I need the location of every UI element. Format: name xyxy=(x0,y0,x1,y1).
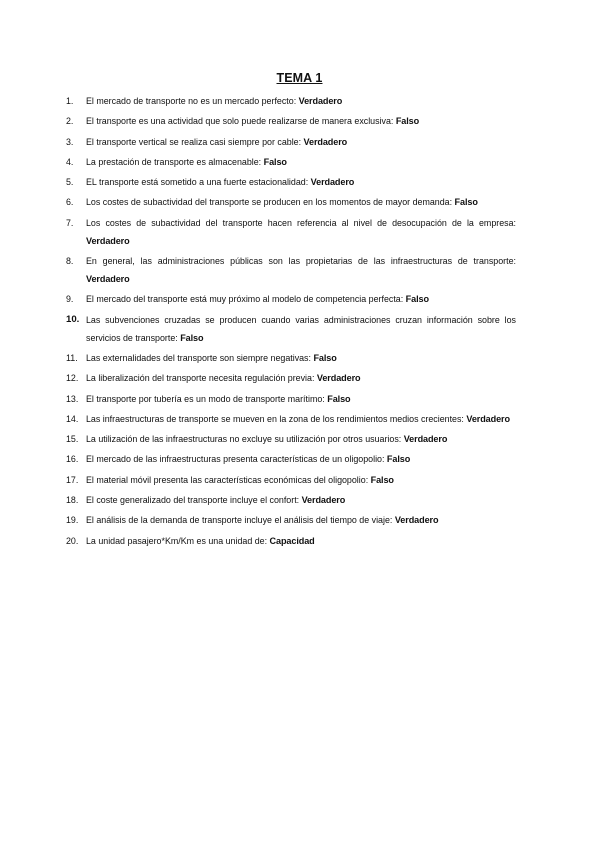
answer-text: Verdadero xyxy=(310,177,355,188)
answer-text: Falso xyxy=(327,393,351,404)
question-text: El transporte por tubería es un modo de transporte marítimo: xyxy=(86,393,328,404)
question-text: El análisis de la demanda de transporte incluye el análisis del tiempo de viaje: xyxy=(86,515,395,526)
answer-text: Falso xyxy=(454,197,478,208)
question-item xyxy=(66,193,516,211)
answer-text: Capacidad xyxy=(269,535,315,546)
question-item xyxy=(66,430,516,448)
question-number: 16. xyxy=(66,454,79,465)
question-number: 12. xyxy=(66,373,79,384)
question-number: 1. xyxy=(66,96,74,106)
answer-text: Falso xyxy=(386,454,411,465)
question-item xyxy=(66,450,516,468)
question-list xyxy=(66,92,516,552)
question-item xyxy=(66,369,516,387)
question-text: Las infraestructuras de transporte se mueven en la zona de los rendimientos medios crecientes: xyxy=(86,413,467,424)
question-text: EL transporte está sometido a una fuerte estacionalidad: xyxy=(86,177,311,188)
answer-text: Verdadero xyxy=(298,96,343,106)
question-item xyxy=(66,133,516,151)
question-number: 3. xyxy=(66,136,74,147)
question-item xyxy=(66,252,516,288)
question-text: La utilización de las infraestructuras no excluye su utilización por otros usuarios: xyxy=(86,434,404,445)
question-text: Las subvenciones cruzadas se producen cuando varias administraciones cruzan información sobre los servicios de transporte: xyxy=(86,314,516,343)
answer-text: Verdadero xyxy=(86,235,130,246)
question-item xyxy=(66,410,516,428)
question-item xyxy=(66,311,516,347)
answer-text: Verdadero xyxy=(303,136,348,147)
question-item xyxy=(66,532,516,550)
question-item xyxy=(66,173,516,191)
question-item xyxy=(66,491,516,509)
question-item xyxy=(66,349,516,367)
question-text: El mercado de transporte no es un mercado perfecto: xyxy=(86,96,299,106)
question-number: 13. xyxy=(66,393,79,404)
answer-text: Verdadero xyxy=(466,413,510,424)
question-number: 10. xyxy=(66,313,80,325)
question-text: La liberalización del transporte necesita regulación previa: xyxy=(86,373,317,384)
question-number: 5. xyxy=(66,177,74,188)
question-number: 2. xyxy=(66,116,74,127)
question-item xyxy=(66,112,516,130)
answer-text: Falso xyxy=(405,294,429,305)
question-number: 4. xyxy=(66,156,74,167)
answer-text: Verdadero xyxy=(301,495,346,506)
answer-text: Verdadero xyxy=(316,373,361,384)
answer-text: Verdadero xyxy=(86,274,130,285)
answer-text: Verdadero xyxy=(394,515,439,526)
question-number: 14. xyxy=(66,413,79,424)
question-number: 17. xyxy=(66,474,79,485)
question-item xyxy=(66,153,516,171)
question-text: El mercado de las infraestructuras presenta características de un oligopolio: xyxy=(86,454,387,465)
question-number: 8. xyxy=(66,256,74,267)
question-item xyxy=(66,511,516,529)
question-item xyxy=(66,214,516,250)
question-text: En general, las administraciones públicas son las propietarias de las infraestructuras de transporte: xyxy=(86,256,516,267)
document-title: TEMA 1 xyxy=(276,71,323,85)
answer-text: Falso xyxy=(180,332,204,343)
question-text: Las externalidades del transporte son siempre negativas: xyxy=(86,352,314,363)
question-text: El transporte es una actividad que solo puede realizarse de manera exclusiva: xyxy=(86,116,396,127)
question-text: Los costes de subactividad del transporte se producen en los momentos de mayor demanda: xyxy=(86,197,455,208)
answer-text: Falso xyxy=(395,116,420,127)
question-text: El transporte vertical se realiza casi siempre por cable: xyxy=(86,136,304,147)
question-number: 20. xyxy=(66,535,79,546)
question-text: El material móvil presenta las características económicas del oligopolio: xyxy=(86,474,371,485)
answer-text: Falso xyxy=(313,352,337,363)
answer-text: Falso xyxy=(370,474,394,485)
question-text: Los costes de subactividad del transporte hacen referencia al nivel de desocupación de la empresa: xyxy=(86,217,516,228)
question-text: La unidad pasajero*Km/Km es una unidad de: xyxy=(86,535,270,546)
question-number: 11. xyxy=(66,352,78,363)
answer-text: Verdadero xyxy=(403,434,448,445)
question-number: 7. xyxy=(66,217,74,228)
question-item xyxy=(66,390,516,408)
question-item xyxy=(66,290,516,308)
answer-text: Falso xyxy=(263,156,287,167)
question-text: La prestación de transporte es almacenable: xyxy=(86,156,264,167)
question-number: 15. xyxy=(66,434,79,445)
question-text: El coste generalizado del transporte incluye el confort: xyxy=(86,495,302,506)
question-text: El mercado del transporte está muy próximo al modelo de competencia perfecta: xyxy=(86,294,406,305)
question-number: 6. xyxy=(66,197,74,208)
question-number: 18. xyxy=(66,495,79,506)
question-number: 19. xyxy=(66,515,79,526)
question-item xyxy=(66,92,516,110)
question-item xyxy=(66,471,516,489)
question-number: 9. xyxy=(66,294,74,305)
